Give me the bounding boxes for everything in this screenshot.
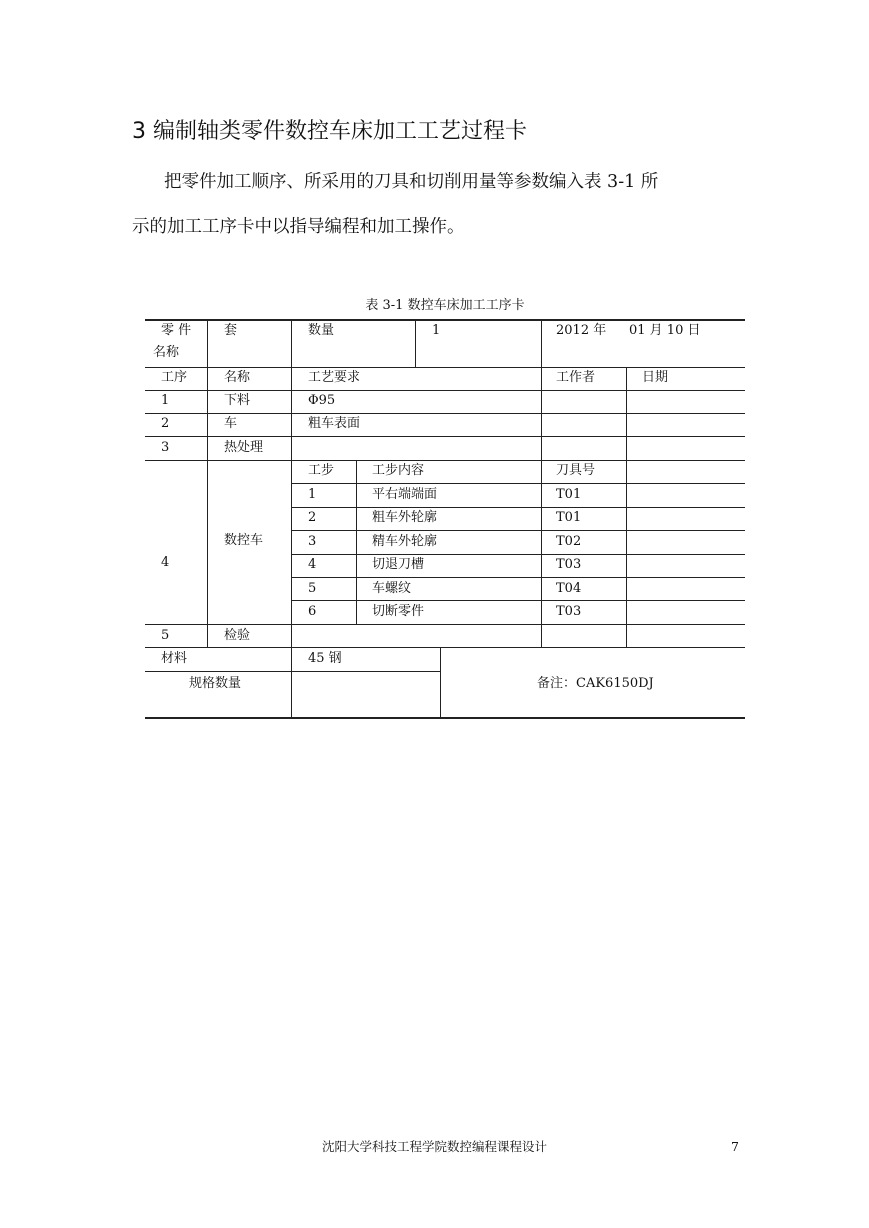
- row-divider: [145, 367, 745, 368]
- material-label: 材料: [161, 651, 188, 666]
- row-divider: [145, 647, 745, 648]
- step-content: 切退刀槽: [372, 557, 425, 572]
- header-worker: 工作者: [556, 370, 596, 385]
- part-name-label-line1: 零 件: [161, 323, 192, 338]
- row-seq: 1: [161, 393, 170, 408]
- step-row-divider: [291, 483, 745, 484]
- step-no: 4: [308, 557, 317, 572]
- column-divider: [291, 320, 292, 718]
- step-row-divider: [291, 577, 745, 578]
- step-row-divider: [291, 530, 745, 531]
- header-name: 名称: [224, 370, 251, 385]
- step-content-header: 工步内容: [372, 463, 425, 478]
- table-bottom-border: [145, 717, 745, 719]
- step-row-divider: [291, 554, 745, 555]
- material-value: 45 钢: [308, 651, 342, 666]
- row-divider: [145, 624, 745, 625]
- table-caption: 表 3-1 数控车床加工工序卡: [365, 298, 525, 313]
- step-row-divider: [291, 600, 745, 601]
- cnc-name: 数控车: [224, 533, 264, 548]
- column-divider: [356, 460, 357, 624]
- step-no: 1: [308, 487, 317, 502]
- step-content: 车螺纹: [372, 581, 412, 596]
- row-seq: 3: [161, 440, 170, 455]
- spec-quantity-label: 规格数量: [189, 676, 242, 691]
- step-no: 6: [308, 604, 317, 619]
- date-month-day: 01 月 10 日: [629, 323, 701, 338]
- step-tool: T02: [556, 534, 582, 549]
- column-divider: [440, 647, 441, 718]
- step-no: 5: [308, 581, 317, 596]
- step-content: 切断零件: [372, 604, 425, 619]
- row-name: 热处理: [224, 440, 264, 455]
- step-content: 精车外轮廓: [372, 534, 438, 549]
- row-name: 车: [224, 416, 238, 431]
- page-number: 7: [731, 1139, 739, 1154]
- row-divider: [145, 413, 745, 414]
- column-divider: [626, 367, 627, 647]
- paragraph-line-1: 把零件加工顺序、所采用的刀具和切削用量等参数编入表 3-1 所: [164, 172, 659, 192]
- step-tool: T03: [556, 557, 582, 572]
- row-divider: [145, 390, 745, 391]
- row-divider: [145, 436, 745, 437]
- column-divider: [207, 320, 208, 647]
- part-name-value: 套: [224, 323, 238, 338]
- page-footer: 沈阳大学科技工程学院数控编程课程设计: [321, 1139, 547, 1154]
- cnc-seq: 4: [161, 555, 170, 570]
- step-no: 3: [308, 534, 317, 549]
- step-row-divider: [291, 507, 745, 508]
- step-no: 2: [308, 510, 317, 525]
- row-seq: 2: [161, 416, 170, 431]
- column-divider: [541, 320, 542, 647]
- quantity-value: 1: [432, 323, 441, 338]
- section-heading: 3 编制轴类零件数控车床加工工艺过程卡: [132, 119, 527, 144]
- row-divider: [145, 460, 745, 461]
- step-content: 粗车外轮廓: [372, 510, 438, 525]
- step-tool: T01: [556, 487, 582, 502]
- column-divider: [415, 320, 416, 367]
- step-tool: T01: [556, 510, 582, 525]
- remark: 备注：CAK6150DJ: [537, 676, 654, 691]
- row-name: 下料: [224, 393, 251, 408]
- step-content: 平右端端面: [372, 487, 438, 502]
- date-year: 2012 年: [556, 323, 607, 338]
- header-date: 日期: [642, 370, 669, 385]
- header-seq: 工序: [161, 370, 188, 385]
- row-requirement: 粗车表面: [308, 416, 361, 431]
- tool-number-header: 刀具号: [556, 463, 596, 478]
- table-top-border: [145, 319, 745, 321]
- step-tool: T03: [556, 604, 582, 619]
- step-header: 工步: [308, 463, 335, 478]
- part-name-label-line2: 名称: [153, 345, 180, 360]
- inspect-name: 检验: [224, 628, 251, 643]
- quantity-label: 数量: [308, 323, 335, 338]
- paragraph-line-2: 示的加工工序卡中以指导编程和加工操作。: [132, 217, 465, 237]
- inspect-seq: 5: [161, 628, 170, 643]
- header-requirement: 工艺要求: [308, 370, 361, 385]
- step-tool: T04: [556, 581, 582, 596]
- row-requirement: Φ95: [308, 393, 336, 408]
- row-divider: [145, 671, 441, 672]
